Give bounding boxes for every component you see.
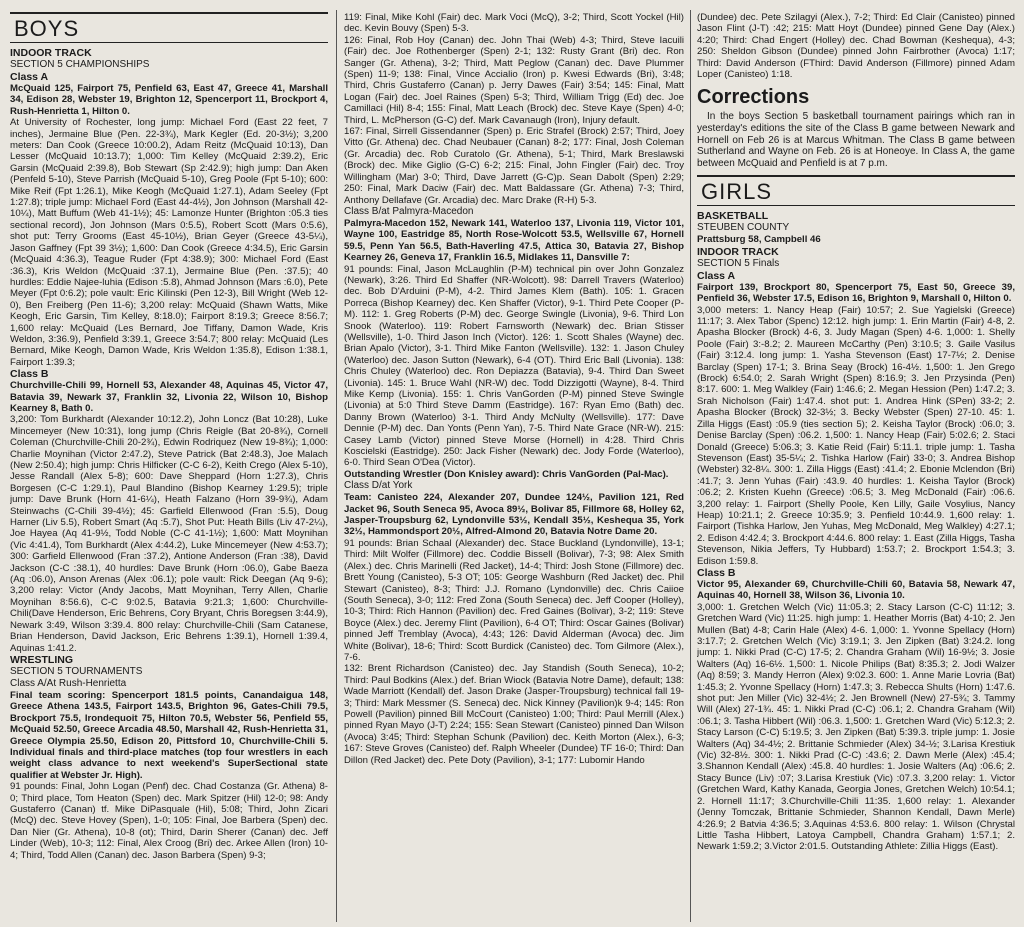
wrestling-results [344,12,684,766]
team-scores: Final team scoring: Spencerport 181.5 points, Canandaigua 148, Greece Athena 143.5, Fairport 143.5, Brighton 96, Gates-Chili 79.5, Brockport 75.5, Irondequoit 75, Hilton 70.5, Webster 56, Penfield 55, McQuaid 52.50, Greece Arcadia 48.50, Marshall 42, Rush-Henrietta 31, Greece Olympia 25.50, Edison 20, Pittsford 10, Churchville-Chili 5. Individual finals and third-place matches (top four wrestlers in each weight class advance to next weekend's SuperSectional state qualifier at Webster Jr. High). [10,689,328,781]
corrections-text: In the boys Section 5 basketball tournament pairings which ran in yesterday's editions the site of the Class B game between Newark and Hornell on Feb 26 is at Marcus Whitman. The Class B game between Sutherland and Wayne on Feb. 26 is at Honeoye. In Class A, the game between McQuaid and Penfield is at 7 p.m. [697,111,1015,169]
team-scores: Prattsburg 58, Campbell 46 [697,234,821,246]
column-divider [336,10,337,922]
section-kicker: Class A [697,269,736,282]
boys-column [10,12,328,922]
results-text: 119: Final, Mike Kohl (Fair) dec. Mark Voci (McQ), 3-2; Third, Scott Yockel (Hil) dec. Kevin Bouvy (Spen) 5-3. [344,12,684,35]
girls-heading: GIRLS [697,175,1015,206]
team-scores: McQuaid 125, Fairport 75, Penfield 63, East 47, Greece 41, Marshall 34, Edison 28, Webster 19, Brighton 12, Spencerport 11, Brockport 4, Rush-Henrietta 1, Hilton 0. [10,83,328,117]
team-scores: Team: Canisteo 224, Alexander 207, Dundee 124½, Pavilion 121, Red Jacket 96, South Seneca 95, Avoca 89½, Bolivar 85, Fillmore 68, Holley 62, Jasper-Troupsburg 62, Lyndonville 53½, Kendall 35½, Keshequa 35, York 32½, Hammondsport 20½, Alfred-Almond 20, Batavia Notre Dame 20. [344,492,684,538]
section-subhead: Class A/At Rush-Henrietta [10,677,127,689]
results-text: 3,200: Tom Burkhardt (Alexander 10:12.2), John Loncz (Bat 10:28), Luke Mincemeyer (New 10:31), long jump (Chris Reigle (Bat 20-8¾), Cornell Coleman (Churchville-Chili 20-2¾), Edwin Rodriquez (New 19-8¾); 1,000: Charlie Moynihan (Victor 2:47.2), Steve Patrick (Bat 2:48.3), Joe Malach (New 2:50.4); high jump: Chris Hilficker (C-C 6-2), Keith Crego (Alex 5-10), Jesse Randall (Alex 5-8); 600: Dave Sheppard (Horn 1:27.3), Chris Borgesen (C-C 1:29.1), Paul Blandino (Bishop Kearney 1:29.5); triple jump: Dave Brunk (Horn 41-6¼), Heath Falzano (Horn 39-9¾), Adam Steinwachs (C-Chili 39-4½); 45: Garfield Ellenwood (Fran :5.5), Doug Harner (Liv 5.5), Robert Smart (Aq :5.7), Shot Put: Heath Bills (Liv 47-2¼), Joe Hayea (Aq 41-9½, Todd Noble (C-C 41-1½); 1,600: Matt Moynihan (Vic 4:41.4), Tom Burkhardt (Alex 4:44.2), Luke Mincemeyer (New 4:53.7); 300: Garfield Ellenwood (Fran :37.2), Antione Anderson (Fran :38), David Jackson (C-C :38.1), 40 hurdles: Dave Brunk (Horn :06.0), Gabe Baeza (Aq :06.0), Anson Arenas (Alex :06.1); pole vault: Rick Deegan (Aq 9-6); 3,200 relay: Victor (Andy Jacobs, Matt Moynihan, Terry Allen, Charlie Moynihan 8:56.6), C-C 9:02.5, Batavia 9:21.3; 1,600: Churchville-Chili(Dave Henderson, Eric Behrens, Cory Bryant, Chris Boregsen 3:44.9), Newark 3:49, Wilson 3:39.4. 800 relay: Churchville-Chili (Sam Catanese, Brian Henderson, David Jackson, Eric Behrens 1:39.1), Hornell 1:39.4, Aquinas 1:41.2. [10,414,328,654]
section-subhead: STEUBEN COUNTY [697,222,790,234]
section-subhead: SECTION 5 TOURNAMENTS [10,665,143,677]
results-text: 167: Final, Sirrell Gissendanner (Spen) p. Eric Strafel (Brock) 2:57; Third, Joey Vitto (Gr. Athena) dec. Chad Neubauer (Canan) 8-2; 177: Final, Josh Coleman (Gr. Arcadia) dec. Rob Curatolo (Gr. Athena), 5-1; Third, Mark Breslawski (Brock) dec. Mike Giglio (G-C) 6-2; 215: Final, John Fingler (Fair) dec. Troy Willingham (Mar) 3-0; Third, Dave Jarrett (G-C)p. Sean Dabolt (Spen) 2:29; 250: Final, Mark Daciw (Fair) dec. Matt Baldassare (Gr. Athena) 7-3; Third, Anthony Dellafave (Gr. Arcadia) dec. Marc Drake (R-H) 5-3. [344,126,684,206]
results-text: (Dundee) dec. Pete Szilagyi (Alex.), 7-2; Third: Ed Clair (Canisteo) pinned Jason Flint (J-T) :42; 215: Matt Hoyt (Dundee) pinned Gene Day (Alex.) 4:20; Third: Chad Engert (Holley) dec. Chad Bowman (Keshequa), 4-3; 250: Sheldon Gibson (Dundee) pinned John Fairbrother (Avoca) 1:17; Third: David Anderson (FThird: David Anderson (Fillmore) pinned Adam Loper (Canisteo) 1:18. [697,12,1015,81]
corrections-title: Corrections [697,86,810,109]
section-kicker: BASKETBALL [697,210,769,223]
results-text: 132: Brent Richardson (Canisteo) dec. Jay Standish (South Seneca), 10-2; Third: Paul Bodkins (Alex.) def. Brian Wiock (Batavia Notre Dame), default; 138: Wade Marriott (Kendall) def. Jason Drake (Jasper-Troupsburg) technical fall 19-3; Third: Mark Messmer (S. Seneca) dec. Nick Kinney (Pavilion)k 9-4; 145: Ron Powell (Pavilion) pinned Bill McCourt (Canisteo) 1:00; Third: Paul Merrill (Alex.) pinned Ryan Mayo (J-T) 2:24; 155: Sean Stewart (Canisteo) pinned Dan Wilson (Avoca) 3:45; Third: Stephan Schunk (Pavilion) dec. Keith Morton (Alex.), 6-3; 167: Steve Groves (Canisteo) def. Ralph Wheeler (Dundee) TF 16-0; Third: Dan Dillon (Red Jacket) dec. Pete Doty (Pavilion), 3-1; 177: Lubomir Hando [344,663,684,766]
results-text: 3,000 meters: 1. Nancy Heap (Fair) 10:57; 2. Sue Yagielski (Greece) 11:17; 3. Alex Tabor (Spenc) 12:12. high jump: 1. Erin Martin (Fair) 4-8, 2. Apasha Blocker (Brock) 4-6, 3. Judy Magan (Spen) 4-6. 1,000: 1. Shelly Poole (Fair) 3:-8.2; 2. Maureen McCarthy (Pen) 3:10.5; 3. Gaile Vasilus (Fair) 3:12.4. long jump: 1. Yasha Stevenson (East) 17-7½; 2. Denise Barclay (Spen) 17-1; 3. Brina Seay (Brock) 16-4½. 1,500: 1. Jen Grego (Brock) 6:54.0; 2. Sarah Wright (Spen) 8:16.9; 3. Jen Przysinda (Pen) 8:17. 600: 1. Meg Walkley (Fair) 1:46.6; 2. Megan Hession (Pen) 1:47.2; 3. Srah Nicholson (Fair) 1:47.4. shot put: 1. Andrea Hink (SPen) 33-2; 2. Apasha Blocker (Brock) 32-3½; 3. Becky Webster (Spen) 27-10. 45: 1. Zilla Higgs (East) :05.9 (ties section 5); 2. Keisha Taylor (Brock) :06.0; 3. Denise Barclay (Spen) :06.2. 1,500: 1. Nancy Heap (Fair) 5:02.6; 2. Staci Donald (Greece) 5:06.3; 3. Katie Reid (Fair) 5:11.1. triple jump: 1. Tasha Stevenson (East) 35-5¼; 2. Tishka Harlow (Fair) 33-0; 3. Andrea Bishop (Webster) 32-8¼. 300: 1. Zilla Higgs (East) :41.4; 2. Ebonie Mclendon (Bri) :41.7; 3. Jenn Yuhas (Fair) :43.9. 40 hurdles: 1. Keisha Taylor (Brock) :06.2; 2. Kristen Kuehn (Greece) :06.5; 3. Meg McDonald (Fair) :06.6. 3,200 relay: 1. Fairport (Shelly Poole, Ken Lilly, Gaile Vosylius, Nancy Heap) 10:21.1; 2. Greece 10:35.9; 3. Penfield 10:44.9. 1,600 relay: 1. Fairport (Tishka Harlow, Jen Yuhas, Meg McDonald, Meg Walkley) 4:27.1; 2. Edison 4:42.4; 3. Brockport 4:44.6. 800 relay: 1. East (Zilla Higgs, Tasha Stevenson, Nikia Jeffers, Ty Hubbard) 1:53.7; 2. Brockport 1:54.3; 3. Edison 1:59.8. [697,304,1015,567]
team-scores: Outstanding Wrestler (Don Knisley award): Chris VanGorden (Pal-Mac). [344,468,669,480]
results-text: 91 pounds: Final, John Logan (Penf) dec. Chad Costanza (Gr. Athena) 8-0; Third place, Tom Heaton (Spen) dec. Mark Spitzer (Hil) 12-0; 98: Andy Gustaferro (Canan) tf. Mike DiPasquale (Hil), 5:08; Third, John Zicari (McQ) dec. Steve Hovey (Spen), 1-0; 105: Final, Joe Barbera (Spen) dec. Dan Nier (Gr. Athena), 10-8 (ot); Third, Darin Sherer (Canan) dec. Jeff Linder (Web), 10-3; 112: Final, Alex Croog (Bri) dec. Arkee Allen (Iron) 10-4; Third, Todd Allen (Canan) dec. Jason Barbera (Spen) 9-3; [10,781,328,861]
middle-column [344,12,684,922]
section-subhead: SECTION 5 Finals [697,257,780,269]
right-column [697,12,1015,922]
results-text: 3,000: 1. Gretchen Welch (Vic) 11:05.3; 2. Stacy Larson (C-C) 11:12; 3. Gretchen Ward (Vic) 11:25. high jump: 1. Heather Morris (Bat) 4-10; 2. Jen Mullen (Bat) 4-8; Carin Hale (Alex) 4-6. 1,000: 1. Yvonne Spellacy (Horn) 3:17.7; 2. Gretchen Welch (Vic) 3:19.1; 3. Jen Zipken (Bat) 3:24.2. long jump: 1. Nikki Prad (C-C) 17-5; 2. Chandra Graham (Wil) 16-9½; 3. Josie Walters (Aq) 16-6½. 1,500: 1. Nicole Philips (Bat) 8:35.3; 2. Jodi Walzer (Aq) 8:59; 3. Mandy Herron (Alex) 9:02.3. 600: 1. Anne Marie Lovria (Bat) 1:45.3; 2. Yvonne Spellacy (Horn) 1:47.3; 3. Rebecca Shults (Horn) 1:47.6. shot put: Jen Miller (Vic) 32-4½; 2. Jen Brownell (New) 27-5¾; 3. Tammy Will (Alex) 27-1¾. 45: 1. Nikki Prad (C-C) :06.1; 2. Chandra Graham (Wil) :06.1; 3. Tasha Hibbert (Wil) :06.3. 1,500: 1. Gretchen Ward (Vic) 5:12.3; 2. Stacy Larson (C-C) 5:19.5; 3. Jen Zipken (Bat) 5:39.3. triple jump: 1. Josie Walters (Aq) 34-4½; 2. Brittanie Schmieder (Alex) 34-½; 3.Larisa Krestiuk (Vic) 32-8½. 300: 1. Nikki Prad (C-C) :43.6; 2. Dawn Merle (Alex) :45.4; 3.Shannon Kendall (Alex) :45.8. 40 hurdles: 1. Josie Walters (Aq) :06.6; 2. Stacy Bunce (Liv) :07; 3.Larisa Krestiuk (Vic) :07.3. 3,200 relay: 1. Victor (Gretchen Ward, Kathy Kanada, Georgia Jones, Gretchen Welch) 10:54.1; 2. Hornell 11:17; 3.Churchville-Chili 11:35. 1,600 relay: 1. Alexander (Jenny Tomczak, Brittanie Schmieder, Shannon Kendall, Dawn Merle) 4:26.9; 2 Batvia 4:36.5; 3.Aquinas 4:53.6. 800 relay: 1. Wilson (Chrystal Little Tasha Hibbert, Latoya Campbell, Chandra Graham) 1:57.1; 2. Newark 1:59.2; 3.Victor 2:01.5. Outstanding Athlete: Zillia Higgs (East). [697,601,1015,853]
results-text: 91 pounds: Final, Jason McLaughlin (P-M) technical pin over John Gonzalez (Newark), 3:26. Third Ed Shaffer (NR-Wolcott). 98: Darrell Travers (Waterloo) dec. Bob D'Arduini (P-M), 4-2. Third James Klem (Bath). 105: 1. Gracen Porreca (Bishop Kearney) dec. Ken Shaffer (Victor), 9-1. Third Pete Cooper (P-M). 112: 1. Greg Roberts (P-M) dec. George Swingle (Livonia), 9-6. Third Lon Snook (Waterloo). 119: Robert Farnsworth (Newark) dec. Brian Stisser (Wellsville), 1-0. Third Jason Inch (Victor). 126: 1. Scott Shales (Wayne) dec. Brian Apalo (Victor), 3-1. Third Mike Fanton (Wellsville). 132: 1. Jason Chuley (Waterloo) dec. Jason Sutton (Newark), 6-4 (OT). Third Eric Ball (Livonia). 138: Chris Chuley (Waterloo) dec. Ron Depiazza (Batavia), 9-4. Third Dan Sweet (Livonia). 145: 1. Bruce Wahl (NR-W) dec. Todd Dizzigotti (Wayne), 8-4. Third Mike Kemp (Livonia). 155: 1. Chris VanGorden (P-M) pinned Steve Swingle (Livonia) at 5:0 Third Steve Damm (Eastridge). 167: Ryan Emo (Bath) dec. Danny Brown (Waterloo) 3-1. Third Andy McNulty (Wellsville). 177: Dave Dennie (P-M) dec. Dan Yonts (Penn Yan), 7-5. Third Nate Grace (NR-W). 215: Casey Lamb (Victor) pinned Steve Morse (Hornell) in 4:28. Third Chris Koscielski (Eastridge). 250: Jack Fisher (Newark) dec. Jody Forde (Waterloo), 6-0. Third Sean O'Dea (Victor). [344,263,684,469]
results-text: 126: Final, Rob Hoy (Canan) dec. John Thai (Web) 4-3; Third, Steve Iacuili (Fair) dec. Joe Rothenberger (Spen) 2-1; 132: Rusty Grant (Bri) dec. Ron Sanger (Gr. Athena), 3-2; Third, Matt Peglow (Canan) dec. Dave Plummer (Spen) 11-9; 138: Final, Vince Accialio (Iron) p. Kwesi Edwards (Bri), 3:48; Third, Chris Gustaferro (Canan) p. Jerry Dawes (Fair) 3:54; 145: Final, Matt Logan (Fair) dec. Joel Raines (Spen) 5-3; Third, William Trigg (Ed) dec. Joe Camillaci (Hil) 8-4; 155: Final, Matt Leach (Brock) dec. Steve Kaye (Spen) 4-0; Third, L. McPherson (G-C) def. Mark Cavanaugh (Iron), Injury default. [344,34,684,126]
section-kicker: INDOOR TRACK [10,47,92,59]
boys-heading: BOYS [10,12,328,43]
girls-results [697,210,1015,852]
team-scores: Victor 95, Alexander 69, Churchville-Chili 60, Batavia 58, Newark 47, Aquinas 40, Hornell 38, Wilson 36, Livonia 10. [697,578,1015,602]
results-text: At University of Rochester, long jump: Michael Ford (East 22 feet, 7 inches), Jermaine Blue (Pen. 22-3¾), Mark Kegler (Ed. 20-3½); 3,200 meters: Dan Cook (Greece 10:00.2), Adam Reitz (McQuaid 10:13), Dan Lesser (McQuaid 10:13.7); 1,000: Tim Kelley (McQuaid 2:39.2), Eric Garsin (McQuaid 2:39.8), Bob Stewart (Sp 2:42.9); high jump: Dan Aken (Penfeld 5-10), Steve Parrish (McQuaid 5-10), Greg Poole (Fpt 5-10); 600: Mike Reif (Fpt 1:26.1), Mike Keogh (McQuaid 1:27.1), Adam Seeley (Fpt 1:27.8); triple jump: Michael Ford (East 44-4½), Jon Johnson (Marshall 42-10¼), Matt Buffum (Web 41-1½); 45: Lamonze Hunter (Brighton :05.3 ties sectional record), Jon Johnson (Mars 0:5.5), Robert Scott (Mars 0:5.6), shot put: Terry Grooms (East 45-10½), Brian Geyer (Greece 43-5¼), Jason Gaffney (Fpt 39 3½); 1,600: Dan Cook (Greece 4:34.5), Eric Garsin (McQuaid 4:36.3), Teague Ruder (Fpt 4:38.9); 300: Michael Ford (East :36.3), Kris Weldon (McQuaid :37.1), Jermaine Blue (Pen. :37.5); 40 hurdles: Eddie Najee-luhia (Edison :5.8), Ahmad Johnson (Mars :6.0), Pete Meyer (Fpt 0:6.2); pole vault: Eric Kilinski (Pen 12-3), Bill Wright (Web 12-0), Ben Freiberg (Pen 11-6); 3,200 relay: McQuaid (Shawn Watts, Mike Keogh, Eric Garsin, Tim Kelley, 8:18.0); Fairport 8:19.3; Greece 8:56.7; 1,600 relay: McQuaid (Les Bernard, Joe Tiffany, Damon Wade, Kris Weldon, 3:36.9), Penfield 3:39.1, Greece 3:54.7; 800 relay: McQuaid (Les Bernard, Mike Keogh, Damon Wade, Kris Weldon 1:35.8), Edison 1:38.1, Fairport 1:39.3; [10,117,328,368]
column-divider [690,10,691,922]
team-scores: Palmyra-Macedon 152, Newark 141, Waterloo 137, Livonia 119, Victor 101, Wayne 100, Eastridge 85, North Rose-Wolcott 53.5, Wellsville 67, Hornell 59.5, Penn Yan 56.5, Bath-Haverling 47.5, Attica 30, Batavia 27, Bishop Kearney 26, Geneva 17, Franklin 16.5, Midlakes 11, Dansville 7: [344,217,684,264]
team-scores: Churchville-Chili 99, Hornell 53, Alexander 48, Aquinas 45, Victor 47, Batavia 39, Newark 37, Franklin 32, Livonia 22, Wilson 10, Bishop Kearney 8, Bath 0. [10,380,328,414]
section-kicker: Class A [10,71,49,83]
section-kicker: INDOOR TRACK [697,245,779,258]
wrestling-results-continued [697,12,1015,80]
section-kicker: WRESTLING [10,653,73,666]
section-subhead: Class D/at York [344,480,413,492]
boys-results [10,47,328,861]
section-kicker: Class B [697,566,736,579]
team-scores: Fairport 139, Brockport 80, Spencerport 75, East 50, Greece 39, Penfield 36, Webster 17.5, Edison 16, Brighton 9, Marshall 0, Hilton 0. [697,281,1015,305]
results-text: 91 pounds: Brian Schaal (Alexander) dec. Stace Buckland (Lyndonville), 13-1; Third: Milt Wolfer (Fillmore) dec. Coddie Bissell (Bolivar), 7-3; 98: Alex Smith (Alex.) dec. Chris Marinelli (Red Jacket), 14-4; Third: Josh Stone (Fillmore) dec. Brett Young (Canisteo), 5-3 OT; 105: George Washburn (Red Jacket) dec. Phil Stewart (Canisteo), 8-3; Third: J.J. Romano (Lyndonville) dec. Chris Caiioe (South Seneca), 3-0; 112: Fred Zona (South Seneca) dec. Jeff Cooper (Holley), 10-3; Third: Rich Hannon (Pavilion) dec. Fred Gaines (Bolivar), 3-2; 119: Steve Boyce (Alex.) dec. Jeremy Flint (Pavilion), 6-4 OT; Third: Oscar Gaines (Bolivar) pinned Jeff Tremblay (Avoca), 4:43; 126: David Alderman (Avoca) dec. Jim White (Bolivar), 18-6; Third: Scott Burdick (Canisteo) dec. Tom Gilmore (Alex.), 7-6. [344,537,684,663]
section-subhead: SECTION 5 CHAMPIONSHIPS [10,59,150,70]
section-kicker: Class B [10,368,49,381]
section-subhead: Class B/at Palmyra-Macedon [344,205,474,217]
